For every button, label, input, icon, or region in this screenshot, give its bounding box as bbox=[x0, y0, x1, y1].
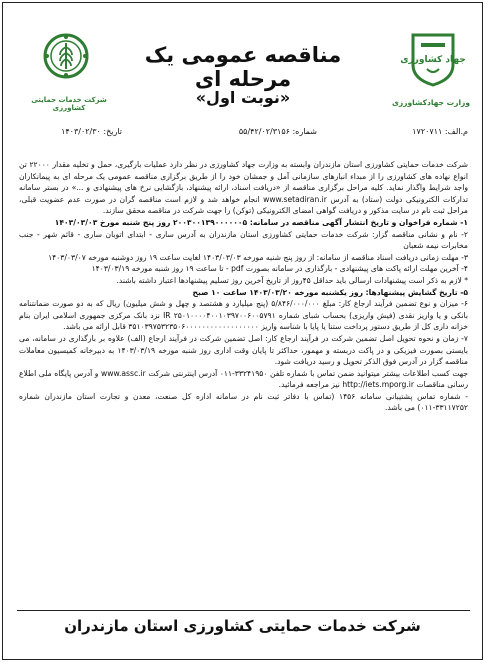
notice-meta-row bbox=[3, 127, 482, 145]
notice-round: «نوبت اول» bbox=[195, 88, 291, 107]
document-deadline-item: ۳- مهلت زمانی دریافت اسناد مناقصه از سامانه: از روز پنج شنبه مورخه ۱۴۰۳/۰۳/۰۳ لغایت ساعت ۱۹ روز دوشنبه مورخه ۱۴۰۳/۰۳/۰۷ bbox=[48, 252, 468, 262]
company-wheat-emblem-icon bbox=[43, 33, 89, 79]
notice-title: مناقصه عمومی یک مرحله ای bbox=[144, 43, 342, 91]
ministry-logo-caption: وزارت جهادکشاورزی bbox=[391, 98, 471, 107]
submission-deadline-item: ۴- آخرین مهلت ارائه پاکت های پیشنهادی - بارگذاری در سامانه بصورت pdf - تا ساعت ۱۹ روز شنبه مورخه ۱۴۰۳/۰۳/۱۹ bbox=[91, 264, 468, 274]
notice-body bbox=[19, 159, 468, 603]
intro-paragraph: شرکت خدمات حمایتی کشاورزی استان مازندران وابسته به وزارت جهاد کشاورزی در نظر دارد عملیات بارگیری، حمل و تخلیه مقدار ۲۲۰۰۰ تن انواع نهاده های کشاورزی را از مبداء انبارهای سازمانی آمل و جمشان خود را از طریق برگزاری مناقصه عمومی یک مرحله ای به پیمانکاران واجد شرایط واگذار نماید. کلیه مراحل برگزاری مناقصه از «دریافت اسناد، ارائه پیشنهاد، بازگشایی نرخ های پیشنهادی و ...» در بستر سامانه تدارکات الکترونیکی دولت (ستاد) به آدرس www.setadiran.ir انجام خواهد شد و لازم است مناقصه گران در صورت عدم عضویت قبلی، مراحل ثبت نام در سایت مذکور و دریافت گواهی امضای الکترونیکی (توکن) را جهت شرکت در مناقصه محقق سازند. bbox=[19, 160, 468, 216]
guarantee-item: ۶- میزان و نوع تضمین فرآیند ارجاع کار: مبلغ ۵/۸۴۶/۰۰۰/۰۰۰ (پنج میلیارد و هشتصد و چهل و شش میلیون) ریال که به دو صورت ضمانتنامه بانکی و یا واریز نقدی (فیش واریزی) بحساب شبای شماره IR ۲۵۰۱۰۰۰۰۴۰۰۱۰۳۹۷۰۰۶۰۰۵۷۹۱ نزد بانک مرکزی جمهوری اسلامی ایران بنام خزانه داری کل از طریق دستور پرداخت ستنا یا پایا با شناسه واریز ۳۵۱۰۳۹۷۵۳۲۳۵۰۶۰۰۰۰۰۰۰۰۰۰۰۰۰۰۰۰۰۰ قابل ارائه می باشد. bbox=[19, 299, 468, 332]
tenderer-address-item: ۲- نام و نشانی مناقصه گزار: شرکت خدمات حمایتی کشاورزی استان مازندران به آدرس ساری - ابتدای اتوبان ساری - قائم شهر - جنب مخابرات نیمه شعبان bbox=[19, 229, 468, 251]
contact-info-item: جهت کسب اطلاعات بیشتر میتوانید ضمن تماس با شماره تلفن ۳۳۲۴۱۹۵۰-۰۱۱ آدرس اینترنتی شرکت www.assc.ir و آدرس پایگاه ملی اطلاع رسانی مناقصات http://iets.mporg.ir نیز مراجعه فرمائید. bbox=[19, 368, 468, 390]
validity-note: * لازم به ذکر است پیشنهادات ارسالی باید حداقل ۴۵روز از تاریخ آخرین روز تسلیم پیشنهادها اعتبار داشته باشند. bbox=[116, 275, 468, 285]
support-phone-item: - شماره تماس پشتیبانی سامانه ۱۴۵۶ (تماس با دفاتر ثبت نام در سامانه اداره کل صنعت، معدن و تجارت استان مازندران شماره ۳۳۱۱۷۲۵۲-۰۱۱) می باشد. bbox=[19, 391, 468, 413]
footer-divider bbox=[17, 610, 470, 611]
notice-header bbox=[3, 3, 482, 153]
jahad-logo-text: جهاد کشاورزی bbox=[400, 55, 466, 65]
opening-date-item: ۵- تاریخ گشایش پیشنهادها: روز یکشنبه مورخه ۱۴۰۳/۰۳/۲۰ ساعت ۱۰ صبح bbox=[192, 287, 468, 297]
call-number-item: ۱- شماره فراخوان و تاریخ انتشار آگهی مناقصه در سامانه: ۲۰۰۳۰۰۱۳۹۰۰۰۰۰۰۵ روز پنج شنبه مورخ ۱۴۰۳/۰۳/۰۳ bbox=[54, 217, 468, 227]
company-logo-caption: شرکت خدمات حمایتی کشاورزی bbox=[31, 96, 107, 112]
footer-organization: شرکت خدمات حمایتی کشاورزی استان مازندران bbox=[64, 617, 421, 635]
jahad-keshavarzi-emblem-icon bbox=[400, 29, 466, 87]
ad-id: م.الف: ۱۷۲۰۷۱۱ bbox=[412, 127, 468, 136]
tender-notice bbox=[2, 2, 483, 660]
notice-date: تاریخ: ۱۴۰۳/۰۲/۳۰ bbox=[61, 127, 122, 136]
guarantee-delivery-item: ۷- زمان و نحوه تحویل اصل تضمین شرکت در فرآیند ارجاع کار: اصل تضمین شرکت در فرآیند ارجاع (الف) علاوه بر بارگذاری در سامانه، می بایستی بصورت فیزیکی و در پاکت دربسته و مهمور، حداکثر تا پایان وقت اداری روز شنبه مورخه ۱۴۰۳/۰۳/۱۹ به دبیرخانه کمیسیون معاملات مناقصه گزار در آدرس فوق الذکر تحویل و رسید دریافت شود. bbox=[19, 333, 468, 367]
letter-number: شماره: ۵۵/۴۲/۰۲/۳۱۵۶ bbox=[238, 127, 317, 136]
